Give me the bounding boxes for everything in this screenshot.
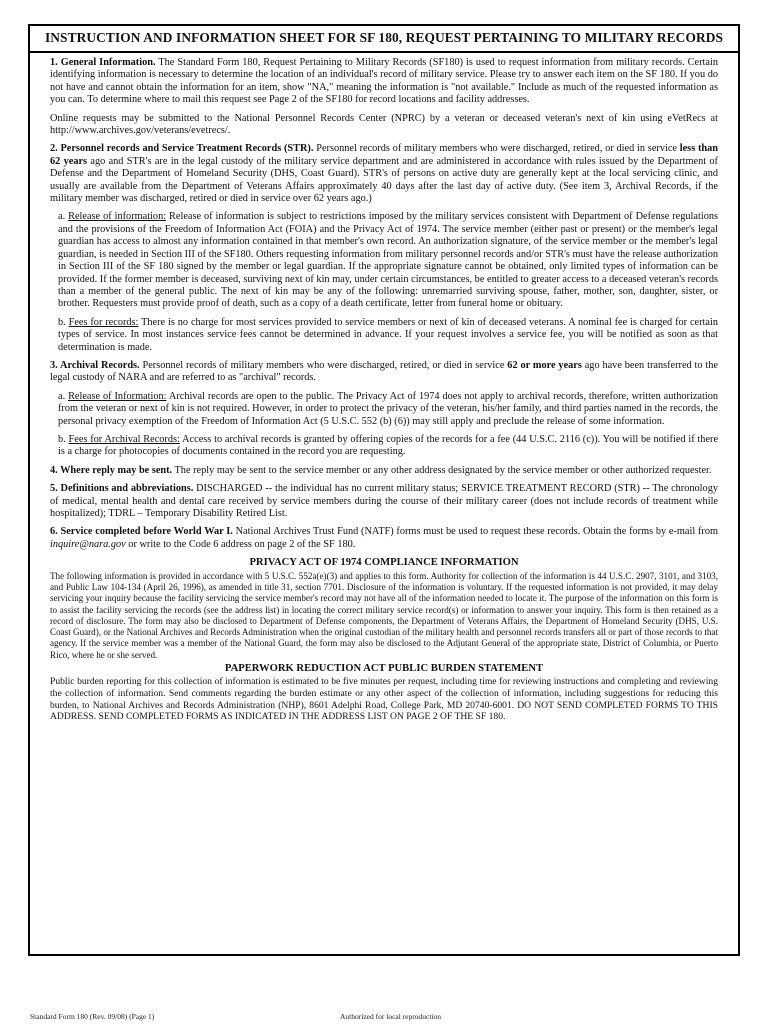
subsection-marker: b.: [58, 433, 69, 445]
subsection-text: Archival records are open to the public. The Privacy Act of 1974 does not apply to archival records, therefore, written authorization from the veteran or next of kin is not required. However, in order to protect the privacy of the veteran, his/her family, and third parties named in the records, the personal privacy exemption of the Freedom of Information Act (5 U.S.C. 552 (b) (6)) may still apply and preclude the release of some information.: [58, 390, 718, 427]
subsection-text: Release of information is subject to restrictions imposed by the military services consistent with Department of Defense regulations and the provisions of the Freedom of Information Act (FOIA) and the Privacy Act of 1974. The service member (either past or present) or the member's legal guardian has access to almost any information contained in that member's own record. An authorization signature, of the service member or the member's legal guardian, is needed in Section III of the SF180. Others requesting information from military personnel records and/or STR's must have the release authorization in Section III of the SF 180 signed by the member or legal guardian. If the appropriate signature cannot be obtained, only limited types of information can be provided. If the former member is deceased, surviving next of kin may, under certain circumstances, be entitled to greater access to a deceased veteran's records than a member of the general public. The next of kin may be any of the following: unremarried surviving spouse, father, mother, son, daughter, sister, or brother. Requesters must provide proof of death, such as a copy of a death certificate, letter from funeral home or obituary.: [58, 211, 719, 310]
section-heading: 4. Where reply may be sent.: [50, 464, 173, 476]
subsection-archival-release: [58, 391, 718, 428]
section-text: National Archives Trust Fund (NATF) forms must be used to request these records. Obtain the forms by e-mail from: [232, 526, 718, 538]
page-title: INSTRUCTION AND INFORMATION SHEET FOR SF 180, REQUEST PERTAINING TO MILITARY RECORDS: [30, 26, 738, 53]
section-heading: 2. Personnel records and Service Treatment Records (STR).: [50, 143, 314, 155]
section-definitions: [50, 483, 718, 520]
sheet-content: [30, 53, 738, 723]
section-text: or write to the Code 6 address on page 2 of the SF 180.: [125, 538, 356, 550]
footer-form-number: Standard Form 180 (Rev. 09/08) (Page 1): [30, 1012, 155, 1021]
section-text: DISCHARGED -- the individual has no current military status; SERVICE TREATMENT RECORD (STR) -- The chronology of medical, mental health and dental care received by service members during the course of their military career (does not include records of treatment while hospitalized); TDRL – Temporary Disability Retired List.: [50, 483, 718, 519]
section-heading: 1. General Information.: [50, 57, 156, 68]
subsection-fees-for-records: [58, 317, 718, 354]
section-text: The Standard Form 180, Request Pertaining to Military Records (SF180) is used to request information from military records. Certain identifying information is necessary to determine the location of an individual's record of military service. Please try to answer each item on the SF 180. If you do not have and cannot obtain the information for an item, show "NA," meaning the information is "not available." Include as much of the requested information as you can. To determine where to mail this request see Page 2 of the SF180 for record locations and facility addresses.: [50, 57, 718, 106]
section-text: Personnel records of military members who were discharged, retired, or died in service: [313, 143, 680, 155]
section-pre-wwi-service: [50, 526, 718, 551]
section-where-reply-sent: [50, 465, 718, 477]
section-text: ago have been transferred to the legal custody of NARA and are referred to as "archival" records.: [50, 359, 718, 384]
paperwork-reduction-heading: PAPERWORK REDUCTION ACT PUBLIC BURDEN STATEMENT: [224, 663, 544, 674]
subsection-marker: a.: [58, 390, 69, 402]
emphasis: 62 or more years: [507, 359, 582, 371]
instruction-sheet: [28, 24, 740, 956]
section-heading: 5. Definitions and abbreviations.: [50, 483, 194, 495]
section-text: The reply may be sent to the service member or any other address designated by the service member or other authorized requester.: [172, 464, 712, 476]
section-general-information: [50, 57, 718, 107]
emphasis: less than 62 years: [50, 143, 718, 167]
subsection-label: Release of information:: [68, 211, 167, 223]
online-requests-paragraph: Online requests may be submitted to the National Personnel Records Center (NPRC) by a veteran or deceased veteran's next of kin using eVetRecs at http://www.archives.gov/veterans/evetrecs/.: [50, 112, 718, 137]
subsection-label: Fees for records:: [68, 316, 139, 328]
privacy-act-heading: PRIVACY ACT OF 1974 COMPLIANCE INFORMATION: [249, 557, 519, 569]
section-personnel-records: [50, 143, 718, 205]
subsection-release-of-information: [58, 211, 718, 310]
subsection-text: There is no charge for most services provided to service members or next of kin of deceased veterans. A nominal fee is charged for certain types of service. In most instances service fees cannot be determined in advance. If your request involves a service fee, you will be notified as soon as that determination is made.: [58, 316, 718, 353]
subsection-marker: b.: [58, 316, 69, 328]
email-link[interactable]: inquire@nara.gov: [50, 538, 126, 550]
section-heading: 6. Service completed before World War I.: [50, 526, 233, 538]
subsection-archival-fees: [58, 434, 718, 459]
subsection-text: Access to archival records is granted by offering copies of the records for a fee (44 U.S.C. 2116 (c)). You will be notified if there is a charge for photocopies of documents contained in the record you are requesting.: [58, 433, 719, 458]
paperwork-reduction-text: Public burden reporting for this collection of information is estimated to be five minutes per request, including time for reviewing instructions and completing and reviewing the collection of information. Send comments regarding the burden estimate or any other aspect of the collection of information, including suggestions for reducing this burden, to National Archives and Records Administration (NHP), 8601 Adelphi Road, College Park, MD 20740-6001. DO NOT SEND COMPLETED FORMS TO THIS ADDRESS. SEND COMPLETED FORMS AS INDICATED IN THE ADDRESS LIST ON PAGE 2 OF THE SF 180.: [50, 676, 718, 723]
section-archival-records: [50, 360, 718, 385]
section-text: Personnel records of military members who were discharged, retired, or died in service: [139, 359, 508, 371]
subsection-label: Fees for Archival Records:: [68, 433, 180, 445]
footer-reproduction-note: Authorized for local reproduction: [340, 1012, 442, 1021]
privacy-act-text: The following information is provided in accordance with 5 U.S.C. 552a(e)(3) and applies to this form. Authority for collection of the information is 44 U.S.C. 2907, 3101, and 3103, and Public Law 104-134 (April 26, 1996), as amended in title 31, section 7701. Disclosure of the information is voluntary. If the requested information is not provided, it may delay servicing your inquiry because the facility servicing the service member's record may not have all of the information needed to locate it. The purpose of the information on this form is to assist the facility servicing the records (see the address list) in locating the correct military service record(s) or information to answer your inquiry. This form is then retained as a record of disclosure. The form may also be disclosed to Department of Defense components, the Department of Veterans Affairs, the Department of Homeland Security (DHS, U.S. Coast Guard), or the National Archives and Records Administration when the original custodian of the military health and personnel records transfers all or part of those records to that agency. If the service member was a member of the National Guard, the form may also be disclosed to the Adjutant General of the appropriate state, District of Columbia, or Puerto Rico, where he or she served.: [50, 570, 718, 660]
subsection-marker: a.: [58, 211, 69, 223]
section-heading: 3. Archival Records.: [50, 359, 140, 371]
subsection-label: Release of Information:: [68, 390, 167, 402]
section-text: ago and STR's are in the legal custody of the military service department and are administered in accordance with rules issued by the Department of Defense and the Department of Homeland Security (DHS, Coast Guard). STR's of persons on active duty are generally kept at the local servicing clinic, and usually are available from the Department of Veterans Affairs approximately 40 days after the last day of active duty. (See item 3, Archival Records, if the military member was discharged, retired or died in service over 62 years ago.): [50, 155, 718, 205]
